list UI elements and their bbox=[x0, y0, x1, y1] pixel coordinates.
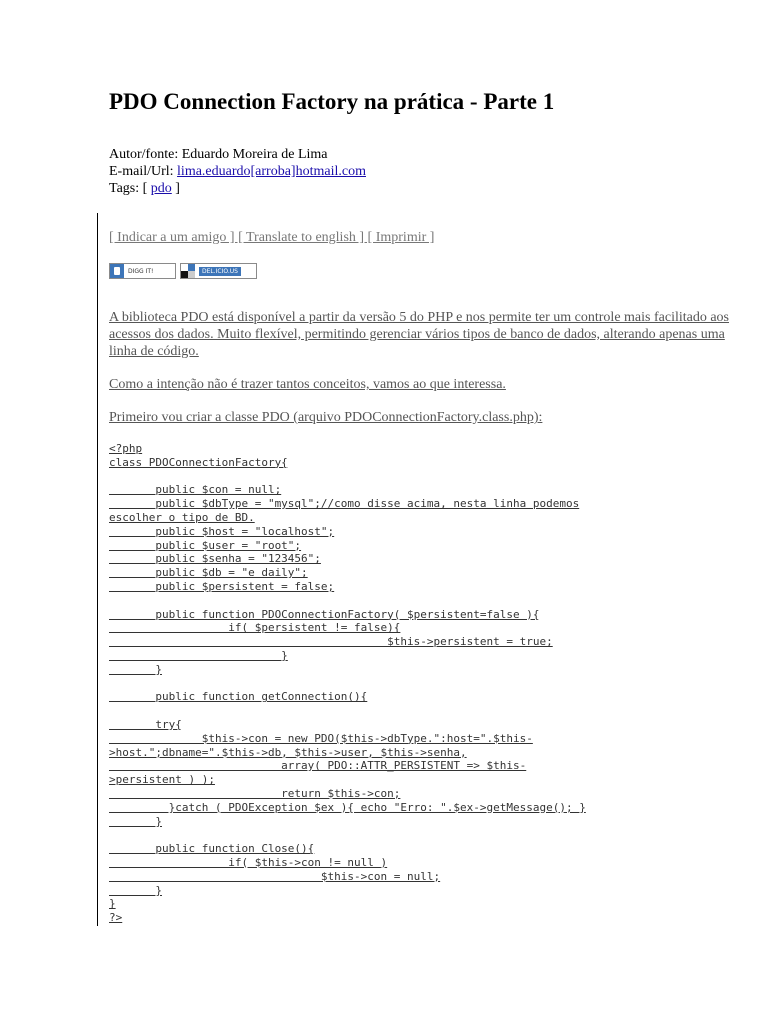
tag-link-pdo[interactable]: pdo bbox=[150, 181, 172, 196]
digg-button[interactable] bbox=[109, 263, 176, 279]
article-actions[interactable]: [ Indicar a um amigo ] [ Translate to english ] [ Imprimir ] bbox=[109, 230, 435, 245]
article-body bbox=[109, 229, 749, 925]
tags-line bbox=[109, 180, 366, 197]
page-title: PDO Connection Factory na prática - Parte 1 bbox=[109, 89, 555, 114]
margin-rule bbox=[97, 213, 98, 926]
delicious-button[interactable] bbox=[180, 263, 257, 279]
digg-label: DIGG IT! bbox=[128, 267, 154, 275]
author-line bbox=[109, 146, 366, 163]
author-name: Eduardo Moreira de Lima bbox=[181, 147, 328, 162]
email-line bbox=[109, 163, 366, 180]
digg-icon bbox=[110, 264, 124, 278]
intro-paragraph: A biblioteca PDO está disponível a partir da versão 5 do PHP e nos permite ter um controle mais facilitado aos acessos dos dados. Muito flexível, permitindo gerenciar vários tipos de banco de dados, alterando apenas uma linha de código. bbox=[109, 310, 729, 359]
social-badges bbox=[109, 263, 749, 279]
author-label: Autor/fonte: bbox=[109, 147, 179, 162]
email-label: E-mail/Url: bbox=[109, 164, 174, 179]
article-meta bbox=[109, 146, 366, 197]
delicious-label: DEL.ICIO.US bbox=[199, 267, 241, 276]
tags-close: ] bbox=[175, 181, 180, 196]
third-paragraph: Primeiro vou criar a classe PDO (arquivo PDOConnectionFactory.class.php): bbox=[109, 410, 543, 425]
code-block: <?php class PDOConnectionFactory{ public $con = null; public $dbType = "mysql";//como disse acima, nesta linha podemos escolher o tipo de BD. public $host = "localhost"; public $user = "root"; public $senha = "123456"; public $db = "e daily"; public $persistent = false; public function PDOConnectionFactory( $persistent=false ){ if( $persistent != false){ $this->persistent = true; } } public function getConnection(){ try{ $this->con = new PDO($this->dbType.":host=".$this- >host.";dbname=".$this->db, $this->user, $this->senha, array( PDO::ATTR_PERSISTENT => $this- >persistent ) ); return $this->con; }catch ( PDOException $ex ){ echo "Erro: ".$ex->getMessage(); } } public function Close(){ if( $this->con != null ) $this->con = null; } } ?> bbox=[109, 442, 586, 925]
email-link[interactable]: lima.eduardo[arroba]hotmail.com bbox=[177, 164, 366, 179]
delicious-icon bbox=[181, 264, 195, 278]
second-paragraph: Como a intenção não é trazer tantos conceitos, vamos ao que interessa. bbox=[109, 377, 506, 392]
tags-label: Tags: [ bbox=[109, 181, 148, 196]
